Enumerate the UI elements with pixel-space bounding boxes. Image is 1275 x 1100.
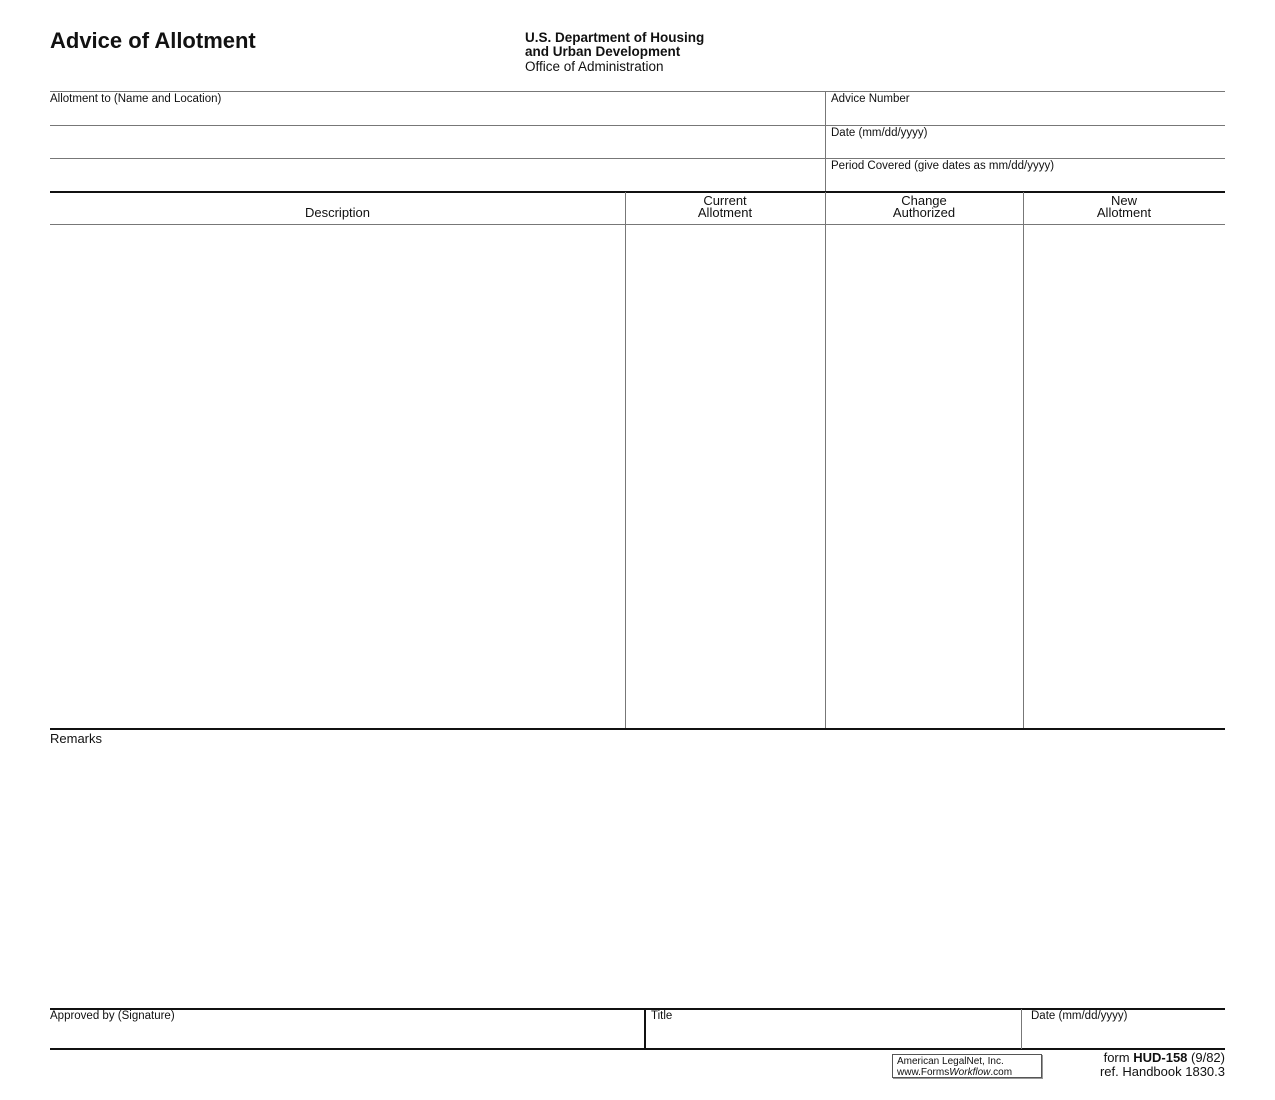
allotment-to-input[interactable] [50,107,824,193]
divider [50,728,1225,730]
divider [50,191,1225,193]
divider [825,91,826,192]
column-divider [1023,192,1024,729]
form-title: Advice of Allotment [50,28,256,53]
handbook-reference: ref. Handbook 1830.3 [1099,1064,1225,1079]
remarks-label: Remarks [50,731,103,746]
publisher-name: American LegalNet, Inc. [897,1056,1004,1067]
divider [644,1009,646,1049]
divider [50,91,1225,92]
form-prefix: form [1103,1050,1130,1065]
advice-number-label: Advice Number [831,93,910,105]
signature-date-label: Date (mm/dd/yyyy) [1031,1010,1128,1022]
change-authorized-input[interactable] [828,228,1022,728]
column-divider [625,192,626,729]
agency-line-1: U.S. Department of Housing [525,30,705,45]
office-name: Office of Administration [525,59,664,74]
divider [50,1048,1225,1050]
period-covered-input[interactable] [831,174,1225,192]
approved-by-label: Approved by (Signature) [50,1010,175,1022]
period-covered-label: Period Covered (give dates as mm/dd/yyyy) [831,160,1055,172]
divider [50,224,1225,225]
new-allotment-input[interactable] [1026,228,1225,728]
current-allotment-input[interactable] [628,228,824,728]
agency-line-2: and Urban Development [525,44,681,59]
description-input[interactable] [52,228,624,728]
date-label: Date (mm/dd/yyyy) [831,127,928,139]
advice-number-input[interactable] [831,107,1225,125]
publisher-url: www.FormsWorkflow.com [897,1067,1013,1078]
date-input[interactable] [831,140,1225,158]
column-header-new-allotment: New Allotment [1096,193,1152,220]
publisher-box [892,1054,1042,1078]
column-divider [825,192,826,729]
form-date: (9/82) [1191,1050,1225,1065]
signature-date-input[interactable] [1031,1026,1225,1046]
form-id [1100,1051,1225,1079]
divider [1021,1009,1022,1049]
form-number: HUD-158 [1133,1050,1188,1065]
title-label: Title [651,1010,673,1022]
column-header-change-authorized: Change Authorized [892,193,956,220]
column-header-description: Description [304,205,371,220]
agency-name [525,31,704,59]
title-input[interactable] [651,1026,1020,1046]
approved-by-input[interactable] [50,1026,644,1046]
remarks-input[interactable] [50,748,1226,1007]
column-header-current-allotment: Current Allotment [697,193,753,220]
allotment-to-label: Allotment to (Name and Location) [50,93,222,105]
